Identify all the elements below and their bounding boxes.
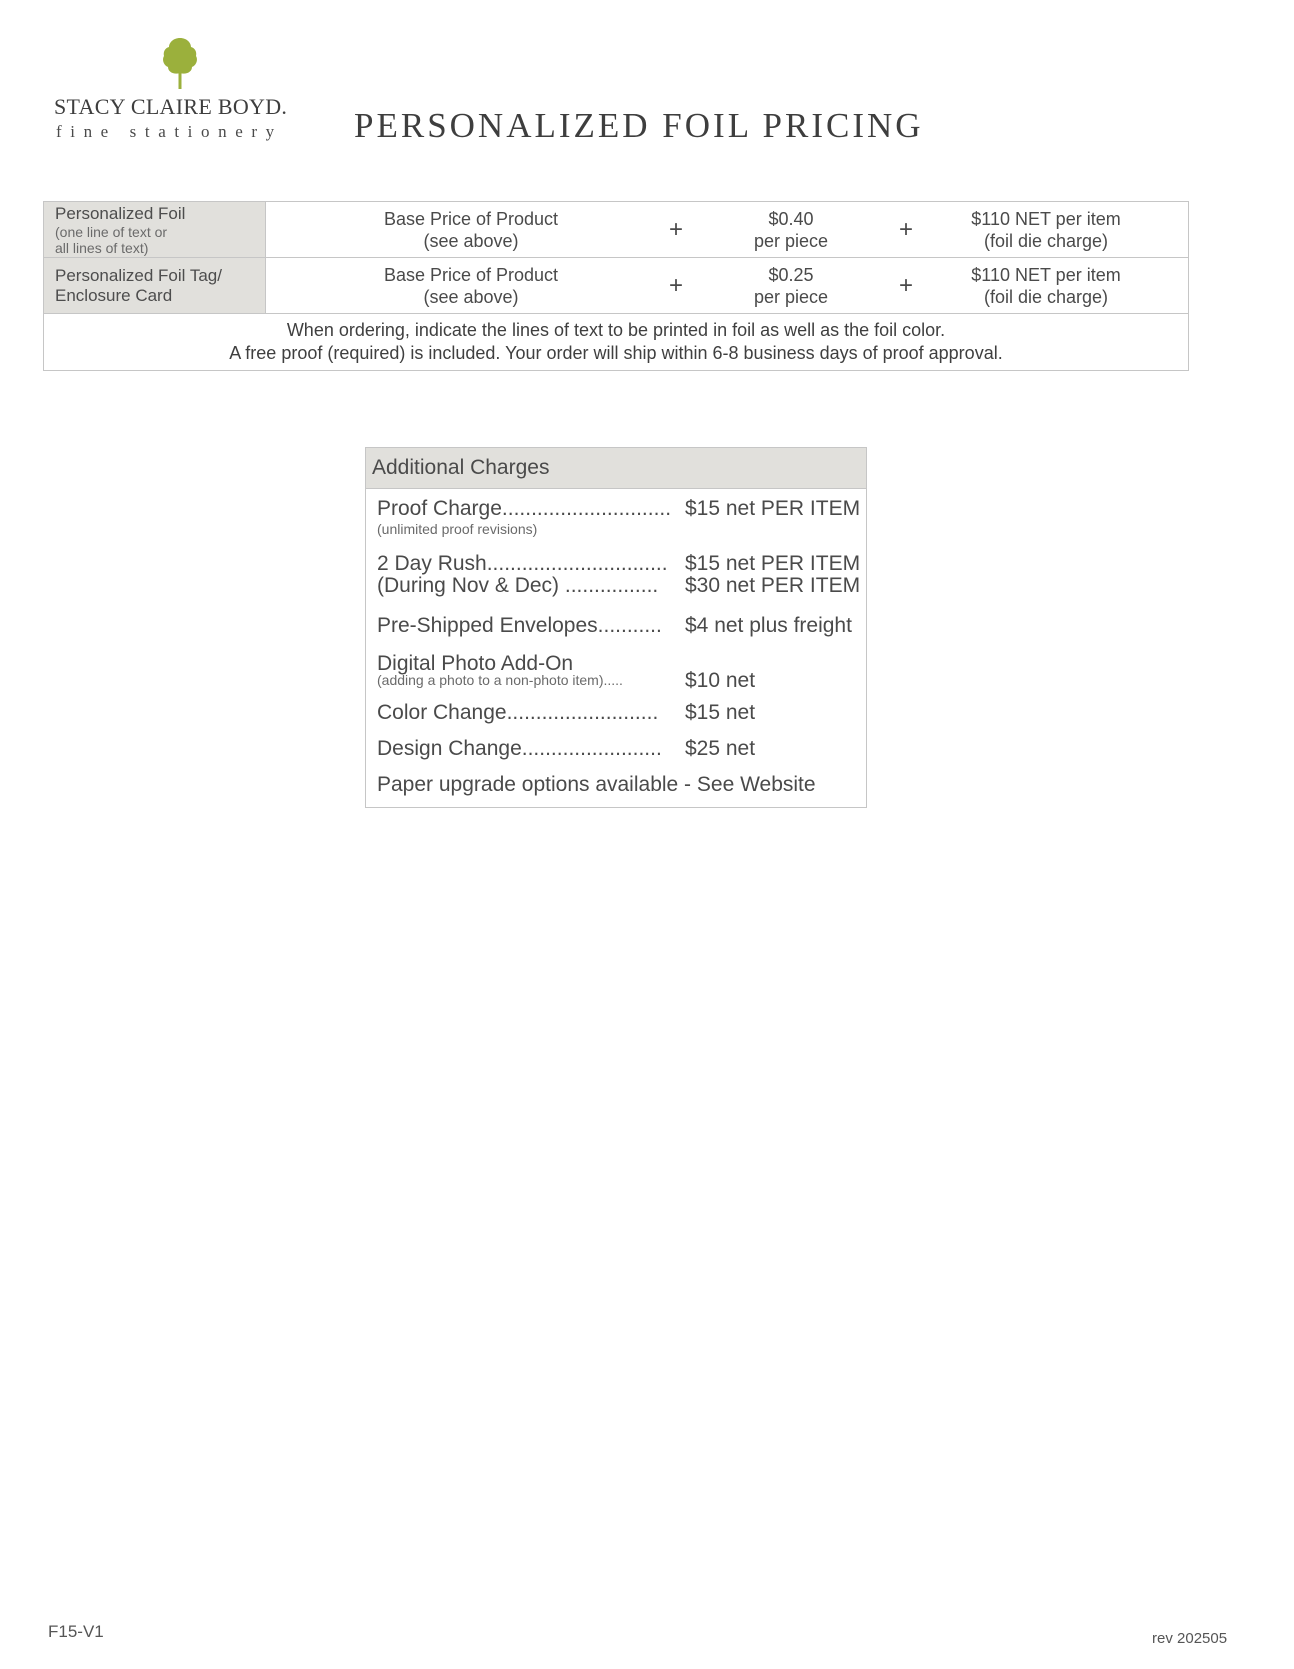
ordering-note-line: When ordering, indicate the lines of text to be printed in foil as well as the foil color. xyxy=(286,320,946,340)
unit-price-note: per piece xyxy=(753,286,829,307)
plus-glyph: + xyxy=(668,215,683,243)
foil-pricing-table xyxy=(43,201,1189,371)
plus-glyph: + xyxy=(668,271,683,299)
die-charge-note: (foil die charge) xyxy=(983,286,1109,307)
base-price-text: Base Price of Product xyxy=(383,208,559,229)
charge-proof-note: (unlimited proof revisions) xyxy=(377,521,538,537)
revision-label: rev 202505 xyxy=(1152,1630,1228,1647)
plus-glyph: + xyxy=(898,271,913,299)
row-label-sub: all lines of text) xyxy=(55,239,149,256)
charge-color xyxy=(377,701,857,725)
base-price-cell xyxy=(266,258,676,313)
die-charge-cell xyxy=(906,202,1186,257)
additional-charges-heading: Additional Charges xyxy=(366,448,866,489)
charge-label: Proof Charge............................. xyxy=(377,497,672,520)
charge-label: (During Nov & Dec) ................ xyxy=(377,574,659,597)
row-label-main: Personalized Foil Tag/ xyxy=(55,265,222,285)
charge-label: Color Change.......................... xyxy=(377,701,659,724)
base-price-cell xyxy=(266,202,676,257)
charge-price: $30 net PER ITEM xyxy=(685,574,861,597)
charge-price: $25 net xyxy=(685,737,756,760)
charge-price: $4 net plus freight xyxy=(685,614,852,637)
paper-upgrade-note: Paper upgrade options available - See Website xyxy=(377,773,816,796)
ordering-note-line: A free proof (required) is included. Your order will ship within 6-8 business days of proof approval. xyxy=(229,343,1003,363)
row-label-main: Enclosure Card xyxy=(55,285,173,305)
ordering-note xyxy=(44,314,1188,370)
page-title: PERSONALIZED FOIL PRICING xyxy=(354,106,924,145)
additional-charges-box xyxy=(365,447,867,808)
brand-name: STACY CLAIRE BOYD. xyxy=(54,94,288,119)
row-label-main: Personalized Foil xyxy=(55,203,186,223)
charge-label: Design Change........................ xyxy=(377,737,662,760)
charge-envelopes xyxy=(377,614,857,638)
unit-price-cell xyxy=(676,202,906,257)
table-row xyxy=(44,202,1188,258)
charge-proof xyxy=(377,497,861,521)
row-label xyxy=(44,202,266,257)
row-label xyxy=(44,258,266,313)
row-label-sub: (one line of text or xyxy=(55,223,168,240)
unit-price-cell xyxy=(676,258,906,313)
charge-label: 2 Day Rush............................... xyxy=(377,552,668,575)
charge-price: $15 net PER ITEM xyxy=(685,497,861,520)
charge-rush xyxy=(377,552,861,576)
charge-price: $10 net xyxy=(685,669,756,692)
die-charge: $110 NET per item xyxy=(971,264,1121,285)
charge-rush-holiday xyxy=(377,574,861,598)
tree-icon xyxy=(160,36,200,91)
unit-price-note: per piece xyxy=(753,230,829,251)
unit-price: $0.25 xyxy=(768,264,814,285)
base-price-note: (see above) xyxy=(423,286,519,307)
charge-label: Digital Photo Add-On xyxy=(377,652,574,675)
charge-design xyxy=(377,737,857,761)
charge-label: Pre-Shipped Envelopes........... xyxy=(377,614,662,637)
table-row xyxy=(44,258,1188,314)
unit-price: $0.40 xyxy=(768,208,814,229)
base-price-note: (see above) xyxy=(423,230,519,251)
charge-price: $15 net xyxy=(685,701,756,724)
die-charge-note: (foil die charge) xyxy=(983,230,1109,251)
die-charge-cell xyxy=(906,258,1186,313)
form-code: F15-V1 xyxy=(48,1622,104,1641)
die-charge: $110 NET per item xyxy=(971,208,1121,229)
plus-glyph: + xyxy=(898,215,913,243)
charge-photo-note: (adding a photo to a non-photo item)..... xyxy=(377,672,623,688)
charge-price: $15 net PER ITEM xyxy=(685,552,861,575)
base-price-text: Base Price of Product xyxy=(383,264,559,285)
brand-tagline: fine stationery xyxy=(56,122,283,141)
